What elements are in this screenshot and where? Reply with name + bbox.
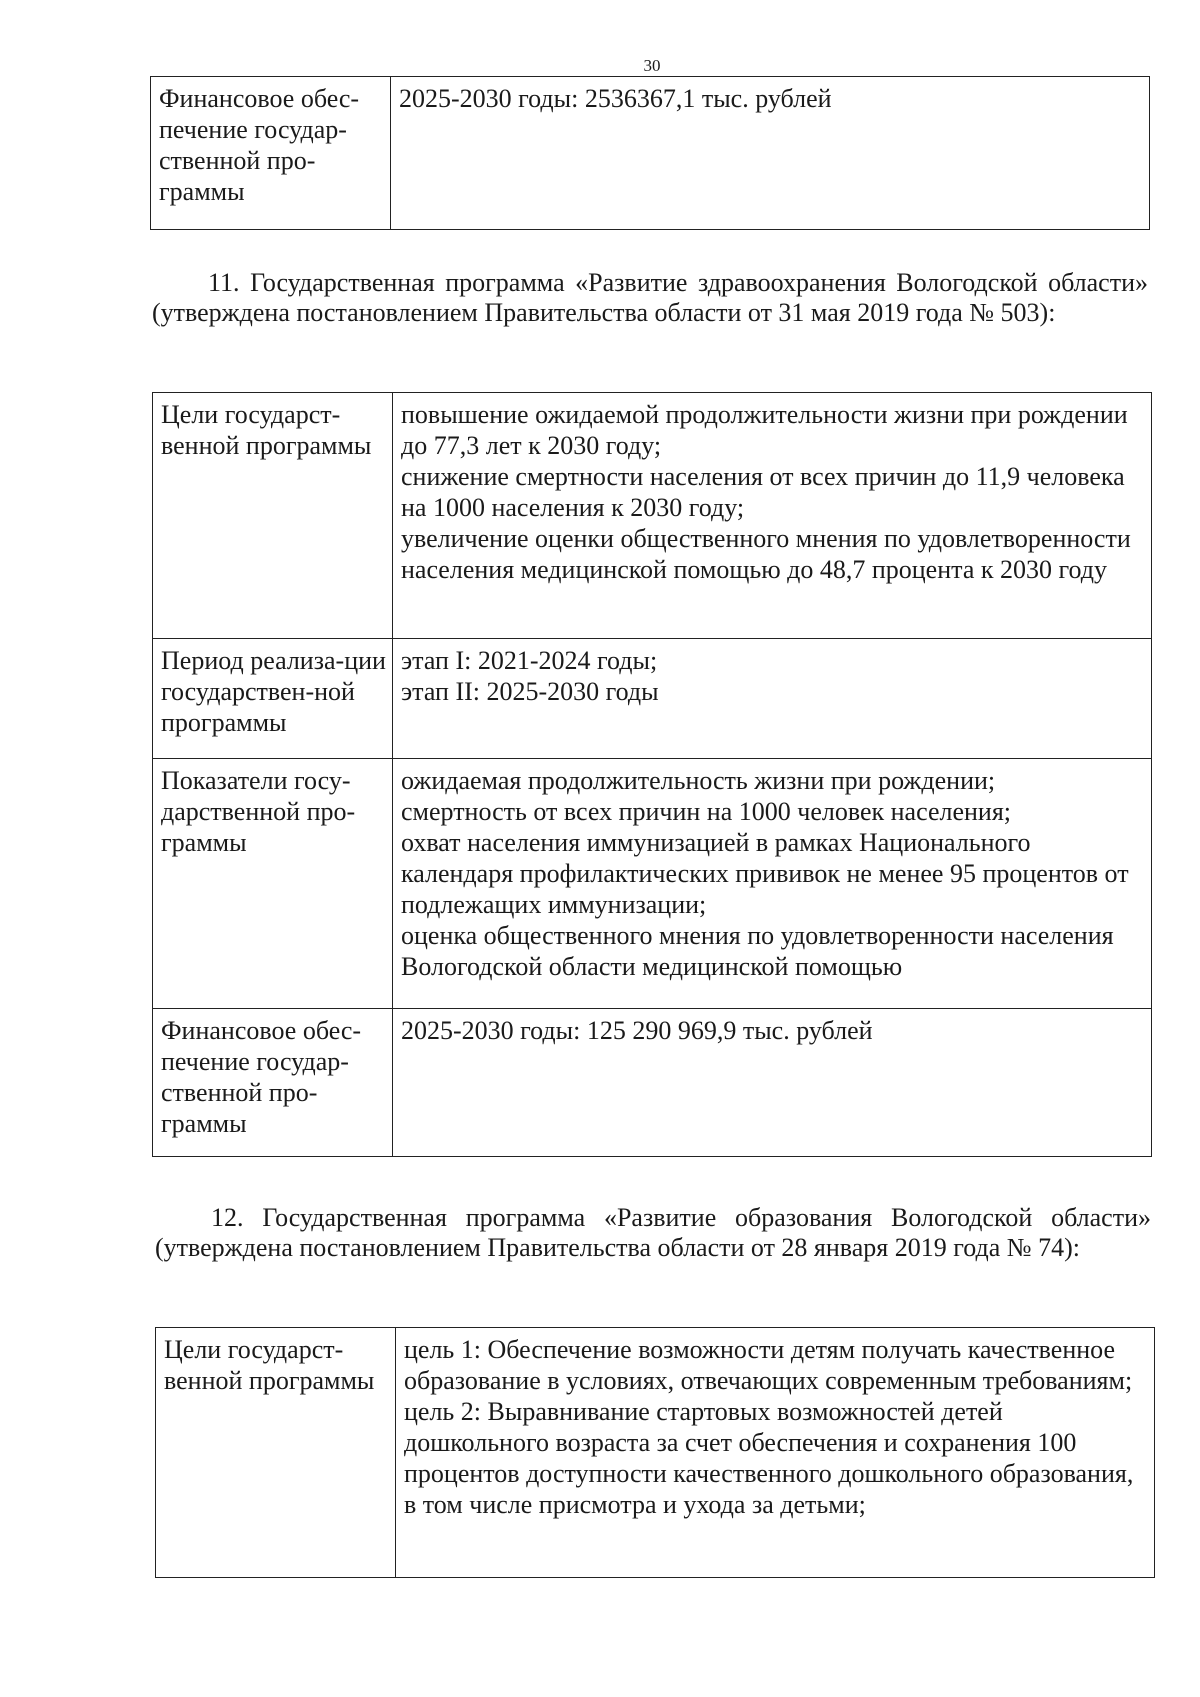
table-row <box>153 759 1152 1009</box>
row-label: Финансовое обес-печение государ-ственной про-граммы <box>151 77 391 230</box>
row-value: 2025-2030 годы: 2536367,1 тыс. рублей <box>391 77 1150 230</box>
table-row <box>153 1009 1152 1157</box>
row-label: Показатели госу-дарственной про-граммы <box>153 759 393 1009</box>
table-financing-prev <box>150 76 1150 230</box>
table-section-11 <box>152 392 1152 1157</box>
table-section-12 <box>155 1327 1155 1578</box>
row-value: цель 1: Обеспечение возможности детям получать качественное образование в условиях, отвечающих современным требованиям; цель 2: Выравнивание стартовых возможностей детей дошкольного возраста за счет обеспечения и сохранения 100 процентов доступности качественного дошкольного образования, в том числе присмотра и ухода за детьми; <box>396 1328 1155 1578</box>
page-number: 30 <box>643 56 661 75</box>
row-value: повышение ожидаемой продолжительности жизни при рождении до 77,3 лет к 2030 году; снижение смертности населения от всех причин до 11,9 человека на 1000 населения к 2030 году; увеличение оценки общественного мнения по удовлетворенности населения медицинской помощью до 48,7 процента к 2030 году <box>393 393 1152 639</box>
row-label: Финансовое обес-печение государ-ственной про-граммы <box>153 1009 393 1157</box>
section-12-heading: 12. Государственная программа «Развитие образования Вологодской области» (утверждена постановлением Правительства области от 28 января 2019 года № 74): <box>155 1203 1151 1262</box>
table-row <box>156 1328 1155 1578</box>
row-label: Цели государст-венной программы <box>156 1328 396 1578</box>
section-11-heading: 11. Государственная программа «Развитие здравоохранения Вологодской области» (утверждена постановлением Правительства области от 31 мая 2019 года № 503): <box>152 268 1148 327</box>
row-value: ожидаемая продолжительность жизни при рождении; смертность от всех причин на 1000 человек населения; охват населения иммунизацией в рамках Национального календаря профилактических прививок не менее 95 процентов от подлежащих иммунизации; оценка общественного мнения по удовлетворенности населения Вологодской области медицинской помощью <box>393 759 1152 1009</box>
row-value: этап I: 2021-2024 годы; этап II: 2025-2030 годы <box>393 639 1152 759</box>
table-row <box>153 393 1152 639</box>
table-row <box>153 639 1152 759</box>
row-label: Период реализа-ции государствен-ной программы <box>153 639 393 759</box>
row-value: 2025-2030 годы: 125 290 969,9 тыс. рублей <box>393 1009 1152 1157</box>
table-row <box>151 77 1150 230</box>
row-label: Цели государст-венной программы <box>153 393 393 639</box>
